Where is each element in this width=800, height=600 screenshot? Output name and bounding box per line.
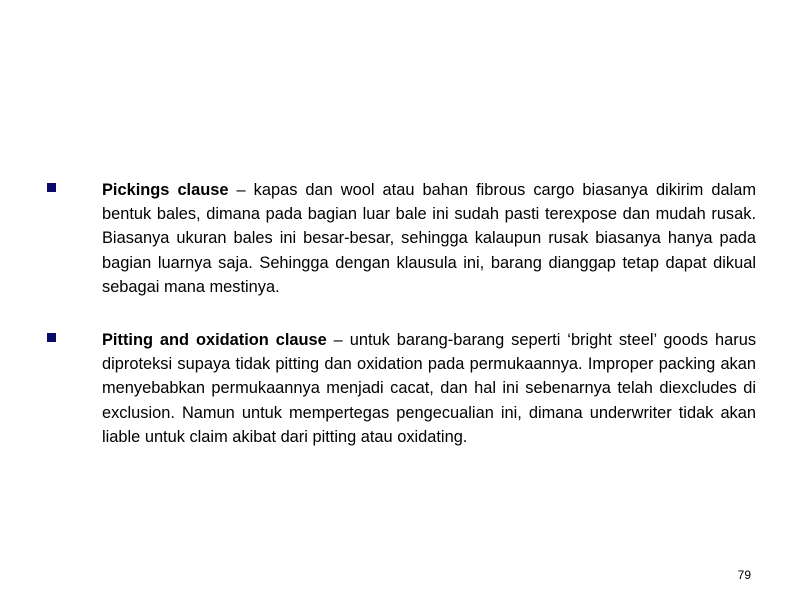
page-number: 79 (737, 568, 751, 582)
clause-term: Pickings clause (102, 181, 229, 199)
bullet-paragraph (102, 178, 756, 299)
clause-description: – untuk barang-barang seperti ‘bright steel’ goods harus diproteksi supaya tidak pitting dan oxidation pada permukaannya. Improper packing akan menyebabkan permukaannya menjadi cacat, dan hal ini sebenarnya telah diexcludes di exclusion. Namun untuk mempertegas pengecualian ini, dimana underwriter tidak akan liable untuk claim akibat dari pitting atau oxidating. (102, 331, 757, 446)
clause-description: – kapas dan wool atau bahan fibrous cargo biasanya dikirim dalam bentuk bales, dimana pada bagian luar bale ini sudah pasti terexpose dan mudah rusak. Biasanya ukuran bales ini besar-besar, sehingga kalaupun rusak biasanya hanya pada bagian luarnya saja. Sehingga dengan klausula ini, barang dianggap tetap dapat dikual sebagai mana mestinya. (102, 181, 757, 296)
bullet-list (44, 178, 756, 478)
list-item (44, 328, 756, 449)
square-bullet-icon (47, 183, 56, 192)
clause-term: Pitting and oxidation clause (102, 331, 327, 350)
list-item (44, 178, 756, 299)
square-bullet-icon (47, 333, 56, 342)
bullet-paragraph (102, 328, 756, 449)
